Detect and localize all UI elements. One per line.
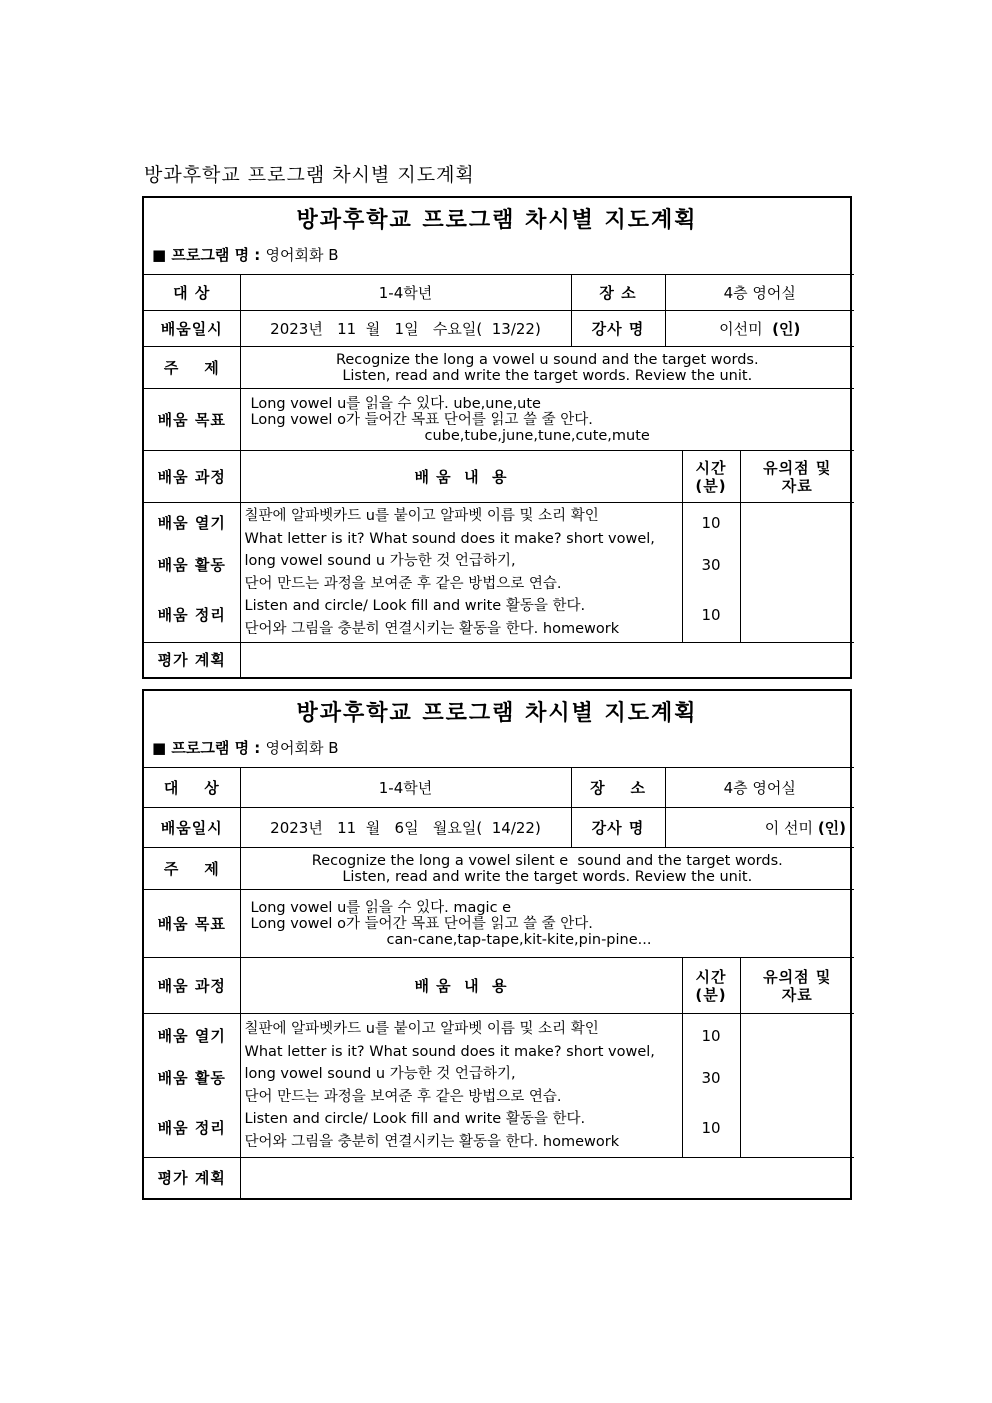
lesson-plan-1 — [142, 196, 852, 679]
topic-label: 주 제 — [144, 347, 240, 389]
topic-line: Listen, read and write the target words. Review the unit. — [342, 367, 753, 384]
content-label: 배 움 내 용 — [240, 451, 682, 503]
step-name-activity: 배움 활동 — [157, 555, 226, 574]
goal-line: cube,tube,june,tune,cute,mute — [424, 427, 650, 444]
teacher-value — [665, 808, 854, 848]
step-line: long vowel sound u 가능한 것 언급하기, — [244, 553, 516, 569]
program-name-line — [144, 733, 850, 767]
step-line: 단어 만드는 과정을 보여준 후 같은 방법으로 연습. — [244, 575, 562, 592]
step-name-closing: 배움 정리 — [157, 605, 226, 624]
goal-line: Long vowel o가 들어간 목표 단어를 읽고 쓸 줄 안다. — [250, 915, 593, 932]
goal-text — [240, 890, 854, 958]
topic-text — [240, 848, 854, 890]
topic-line: Recognize the long a vowel u sound and the target words. — [335, 351, 759, 368]
date-value: 2023년 11 월 1일 수요일( 13/22) — [240, 311, 571, 347]
process-label: 배움 과정 — [144, 958, 240, 1014]
step-line: 칠판에 알파벳카드 u를 붙이고 알파벳 이름 및 소리 확인 — [244, 508, 599, 524]
step-name-opening: 배움 열기 — [157, 513, 226, 532]
goal-line: Long vowel o가 들어간 목표 단어를 읽고 쓸 줄 안다. — [250, 411, 593, 428]
place-label: 장 소 — [571, 768, 665, 808]
program-label: ■ 프로그램 명 : — [152, 739, 266, 757]
step-name-activity: 배움 활동 — [157, 1068, 226, 1087]
teacher-seal: (인) — [772, 320, 801, 338]
step-line: 단어와 그림을 충분히 연결시키는 활동을 한다. homework — [244, 1133, 620, 1150]
notes-cell — [740, 1014, 854, 1158]
notes-label: 유의점 및 자료 — [740, 958, 854, 1014]
notes-cell — [740, 503, 854, 643]
step-names — [144, 503, 240, 643]
teacher-value — [665, 311, 854, 347]
topic-label: 주 제 — [144, 848, 240, 890]
place-value: 4층 영어실 — [665, 275, 854, 311]
target-label: 대 상 — [144, 275, 240, 311]
step-time: 30 — [701, 555, 721, 574]
program-name: 영어회화 B — [265, 246, 339, 264]
step-time: 10 — [701, 605, 721, 624]
time-label: 시간 (분) — [682, 958, 740, 1014]
step-times — [682, 503, 740, 643]
lesson-plan-2 — [142, 689, 852, 1200]
content-label: 배 움 내 용 — [240, 958, 682, 1014]
step-time: 30 — [701, 1068, 721, 1087]
program-label: ■ 프로그램 명 : — [152, 246, 266, 264]
plan-title: 방과후학교 프로그램 차시별 지도계획 — [296, 700, 698, 726]
eval-label: 평가 계획 — [144, 1158, 240, 1198]
goal-text — [240, 389, 854, 451]
teacher-seal: (인) — [817, 819, 847, 837]
goal-line: Long vowel u를 읽을 수 있다. ube,une,ute — [250, 395, 541, 412]
step-line: Listen and circle/ Look fill and write 활동을 한다. — [244, 1111, 586, 1127]
date-label: 배움일시 — [144, 808, 240, 848]
plan-title: 방과후학교 프로그램 차시별 지도계획 — [296, 207, 698, 233]
step-content — [240, 1014, 682, 1158]
document-heading: 방과후학교 프로그램 차시별 지도계획 — [144, 164, 475, 186]
target-value: 1-4학년 — [240, 275, 571, 311]
goal-line: can-cane,tap-tape,kit-kite,pin-pine... — [386, 931, 652, 948]
topic-line: Recognize the long a vowel silent e sound and the target words. — [311, 852, 783, 869]
place-value: 4층 영어실 — [665, 768, 854, 808]
step-time: 10 — [701, 1118, 721, 1137]
target-value: 1-4학년 — [240, 768, 571, 808]
step-line: long vowel sound u 가능한 것 언급하기, — [244, 1066, 516, 1082]
step-line: What letter is it? What sound does it make? short vowel, — [244, 530, 655, 547]
goal-label: 배움 목표 — [144, 389, 240, 451]
topic-line: Listen, read and write the target words. Review the unit. — [342, 868, 753, 885]
eval-label: 평가 계획 — [144, 643, 240, 677]
target-label: 대 상 — [144, 768, 240, 808]
step-line: What letter is it? What sound does it make? short vowel, — [244, 1043, 655, 1060]
goal-line: Long vowel u를 읽을 수 있다. magic e — [250, 899, 512, 916]
teacher-name: 이선미 — [719, 320, 763, 338]
step-times — [682, 1014, 740, 1158]
step-time: 10 — [701, 513, 721, 532]
program-name-line — [144, 240, 850, 274]
time-label: 시간 (분) — [682, 451, 740, 503]
step-line: 단어와 그림을 충분히 연결시키는 활동을 한다. homework — [244, 620, 620, 637]
program-name: 영어회화 B — [265, 739, 339, 757]
goal-label: 배움 목표 — [144, 890, 240, 958]
step-names — [144, 1014, 240, 1158]
place-label: 장 소 — [571, 275, 665, 311]
teacher-label: 강사 명 — [571, 311, 665, 347]
step-content — [240, 503, 682, 643]
teacher-name: 이 선미 — [764, 819, 814, 837]
notes-label: 유의점 및 자료 — [740, 451, 854, 503]
step-name-closing: 배움 정리 — [157, 1118, 226, 1137]
step-time: 10 — [701, 1026, 721, 1045]
date-value: 2023년 11 월 6일 월요일( 14/22) — [240, 808, 571, 848]
step-line: Listen and circle/ Look fill and write 활동을 한다. — [244, 598, 586, 614]
plan-table — [144, 767, 854, 1198]
process-label: 배움 과정 — [144, 451, 240, 503]
teacher-label: 강사 명 — [571, 808, 665, 848]
eval-cell — [240, 643, 854, 677]
step-line: 칠판에 알파벳카드 u를 붙이고 알파벳 이름 및 소리 확인 — [244, 1021, 599, 1037]
eval-cell — [240, 1158, 854, 1198]
date-label: 배움일시 — [144, 311, 240, 347]
plan-table — [144, 274, 854, 677]
step-line: 단어 만드는 과정을 보여준 후 같은 방법으로 연습. — [244, 1088, 562, 1105]
step-name-opening: 배움 열기 — [157, 1026, 226, 1045]
topic-text — [240, 347, 854, 389]
